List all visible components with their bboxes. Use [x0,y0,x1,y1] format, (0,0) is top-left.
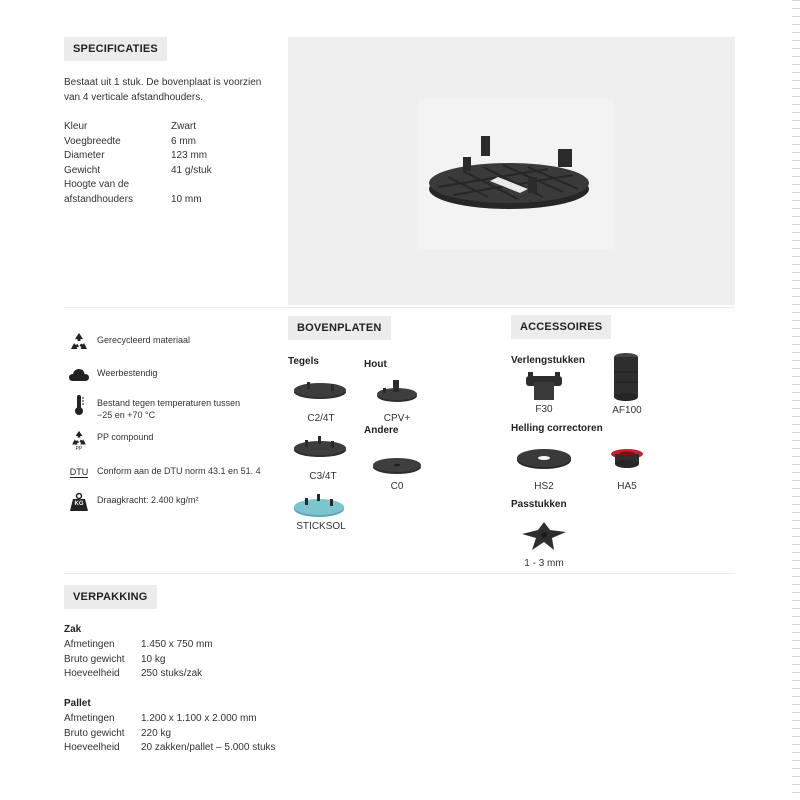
ruler-tick [792,760,800,761]
ruler-tick [792,384,800,385]
af100-caption: AF100 [612,405,642,416]
pack-value: 250 stuks/zak [141,668,203,680]
spec-value: 123 mm [171,150,208,161]
ruler-tick [792,632,800,633]
ruler-tick [792,616,800,617]
ruler-tick [792,56,800,57]
sticksol-caption: STICKSOL [296,521,346,532]
shim-icon [520,520,568,555]
ruler-tick [792,392,800,393]
ruler-tick [792,144,800,145]
feature-label-line1: Bestand tegen temperaturen tussen [97,398,241,408]
ruler-tick [792,544,800,545]
ruler-tick [792,248,800,249]
ruler-tick [792,16,800,17]
pack-key: Afmetingen [64,712,115,724]
pack-value: 10 kg [141,653,166,665]
feature-label-line1: Draagkracht: 2.400 kg/m² [97,495,199,505]
ha5-corrector-icon [609,447,645,476]
specificaties-heading: SPECIFICATIES [64,37,167,61]
spec-key: Kleur [64,121,88,132]
spec-value: 10 mm [171,193,202,205]
f30-extension-icon [522,370,566,405]
pp-recycle-icon [68,428,90,454]
feature-label [97,394,240,421]
ruler-tick [792,256,800,257]
spec-row-diameter [64,149,284,164]
bovenplaten-heading: BOVENPLATEN [288,316,391,340]
feature-label [97,462,261,477]
verlengstukken-label: Verlengstukken [511,355,585,366]
feature-label [97,491,199,506]
spec-key: Gewicht [64,164,101,176]
ruler-tick [792,448,800,449]
ruler-tick [792,456,800,457]
ruler-tick [792,224,800,225]
dtu-icon-text: DTU [69,467,89,477]
andere-label: Andere [364,425,399,436]
feature-load [68,491,199,513]
cpv-plate-icon [375,376,419,409]
feature-weather [68,364,157,386]
zak-block [64,623,364,682]
f30-caption: F30 [535,404,553,415]
pack-value: 20 zakken/pallet – 5.000 stuks [141,742,276,754]
ruler-tick [792,472,800,473]
spec-key-line2: afstandhouders [64,193,133,205]
ruler-tick [792,216,800,217]
ruler-tick [792,160,800,161]
ruler-tick [792,208,800,209]
feature-label [97,331,190,346]
ruler-tick [792,568,800,569]
pack-key: Bruto gewicht [64,727,125,739]
ruler-tick [792,560,800,561]
spec-key [64,178,171,207]
ruler-tick [792,296,800,297]
section-divider [64,573,735,574]
ruler-tick [792,200,800,201]
ruler-tick [792,400,800,401]
ruler-tick [792,40,800,41]
ruler-tick [792,576,800,577]
ruler-tick [792,600,800,601]
c24t-caption: C2/4T [307,413,335,424]
spec-value: 41 g/stuk [171,164,212,176]
zak-row [64,638,364,653]
feature-recycled [68,331,190,353]
ruler-tick [792,768,800,769]
ruler-tick [792,752,800,753]
ruler-tick [792,376,800,377]
pack-key: Hoeveelheid [64,668,120,680]
ruler-tick [792,192,800,193]
pack-key: Afmetingen [64,638,115,650]
ruler-tick [792,168,800,169]
ruler-tick [792,336,800,337]
specs-intro [64,76,279,105]
pallet-row [64,741,384,756]
ruler-tick [792,408,800,409]
spec-value: 6 mm [171,135,196,147]
ha5-caption: HA5 [617,481,637,492]
spec-key: Voegbreedte [64,135,121,147]
c24t-plate-icon [293,376,347,403]
pack-key: Bruto gewicht [64,653,125,665]
specs-intro-line1: Bestaat uit 1 stuk. De bovenplaat is voorzien [64,77,262,88]
ruler-tick [792,680,800,681]
zak-row [64,667,364,682]
ruler-tick [792,720,800,721]
spec-row-kleur [64,120,284,135]
ruler-tick [792,48,800,49]
c34t-caption: C3/4T [309,471,337,482]
ruler-tick [792,128,800,129]
accessoires-heading: ACCESSOIRES [511,315,611,339]
hs2-corrector-icon [516,448,572,473]
specs-intro-line2: van 4 verticale afstandhouders. [64,91,203,103]
ruler-tick [792,328,800,329]
edge-ruler [778,0,800,800]
passtukken-label: Passtukken [511,499,567,510]
ruler-tick [792,176,800,177]
feature-temperature [68,394,240,421]
feature-pp [68,428,153,454]
ruler-tick [792,552,800,553]
ruler-tick [792,288,800,289]
dtu-icon [68,462,90,484]
ruler-tick [792,496,800,497]
ruler-tick [792,240,800,241]
pack-value: 1.200 x 1.100 x 2.000 mm [141,712,257,724]
weight-icon-text: KG [74,501,84,507]
ruler-tick [792,648,800,649]
thermometer-icon [68,394,90,416]
ruler-tick [792,352,800,353]
ruler-tick [792,704,800,705]
ruler-tick [792,696,800,697]
ruler-tick [792,96,800,97]
pallet-row [64,727,384,742]
feature-label-line1: Conform aan de DTU norm 43.1 en 51. 4 [97,466,261,476]
ruler-tick [792,504,800,505]
spec-key: Diameter [64,150,105,161]
ruler-tick [792,8,800,9]
ruler-tick [792,64,800,65]
recycle-icon [68,331,90,353]
ruler-tick [792,104,800,105]
ruler-tick [792,320,800,321]
ruler-tick [792,304,800,305]
ruler-tick [792,688,800,689]
ruler-tick [792,24,800,25]
ruler-tick [792,112,800,113]
pallet-row [64,712,384,727]
weight-icon [68,491,90,513]
ruler-tick [792,440,800,441]
ruler-tick [792,80,800,81]
specs-table [64,120,284,207]
ruler-tick [792,464,800,465]
ruler-tick [792,736,800,737]
ruler-tick [792,152,800,153]
ruler-tick [792,528,800,529]
ruler-tick [792,784,800,785]
feature-label-line1: PP compound [97,432,154,442]
ruler-tick [792,480,800,481]
c34t-plate-icon [293,432,347,461]
ruler-tick [792,120,800,121]
ruler-tick [792,584,800,585]
ruler-tick [792,232,800,233]
ruler-tick [792,624,800,625]
passtukken-range-caption: 1 - 3 mm [524,558,564,569]
tegels-label: Tegels [288,356,319,367]
feature-label-line2: −25 en +70 °C [97,410,156,420]
c0-plate-icon [371,454,423,479]
spec-row-hoogte [64,178,284,207]
ruler-tick [792,88,800,89]
spec-row-gewicht [64,164,284,179]
ruler-tick [792,32,800,33]
feature-label-line1: Gerecycleerd materiaal [97,335,191,345]
feature-label-line1: Weerbestendig [97,368,158,378]
ruler-tick [792,272,800,273]
feature-dtu [68,462,261,484]
ruler-tick [792,664,800,665]
ruler-tick [792,184,800,185]
ruler-tick [792,640,800,641]
pallet-title: Pallet [64,698,91,709]
hs2-caption: HS2 [534,481,554,492]
zak-title: Zak [64,624,82,635]
ruler-tick [792,592,800,593]
cpv-caption: CPV+ [383,413,411,424]
helling-label: Helling correctoren [511,423,603,434]
ruler-tick [792,488,800,489]
ruler-tick [792,728,800,729]
sticksol-plate-icon [292,490,346,521]
ruler-tick [792,424,800,425]
ruler-tick [792,512,800,513]
pack-key: Hoeveelheid [64,742,120,754]
ruler-tick [792,608,800,609]
c0-caption: C0 [390,481,404,492]
ruler-tick [792,280,800,281]
product-hero-image [288,37,735,305]
ruler-tick [792,72,800,73]
pedestal-plate-icon [288,37,735,305]
section-divider [64,307,735,308]
cloud-icon [68,364,90,386]
feature-label [97,364,157,379]
ruler-tick [792,344,800,345]
spec-value: Zwart [171,121,196,132]
spec-row-voegbreedte [64,135,284,150]
pallet-block [64,697,384,756]
ruler-tick [792,792,800,793]
pack-value: 1.450 x 750 mm [141,638,213,650]
hout-label: Hout [364,359,387,370]
ruler-tick [792,0,800,1]
ruler-tick [792,672,800,673]
ruler-tick [792,656,800,657]
ruler-tick [792,264,800,265]
verpakking-heading: VERPAKKING [64,585,157,609]
ruler-tick [792,312,800,313]
pp-icon-text: PP [75,446,83,452]
ruler-tick [792,136,800,137]
ruler-tick [792,536,800,537]
pack-value: 220 kg [141,727,172,739]
ruler-tick [792,416,800,417]
ruler-tick [792,744,800,745]
ruler-tick [792,432,800,433]
spec-key-line1: Hoogte van de [64,179,130,190]
ruler-tick [792,520,800,521]
feature-label [97,428,153,443]
af100-extension-icon [611,352,641,405]
ruler-tick [792,360,800,361]
ruler-tick [792,776,800,777]
ruler-tick [792,712,800,713]
ruler-tick [792,368,800,369]
zak-row [64,653,364,668]
